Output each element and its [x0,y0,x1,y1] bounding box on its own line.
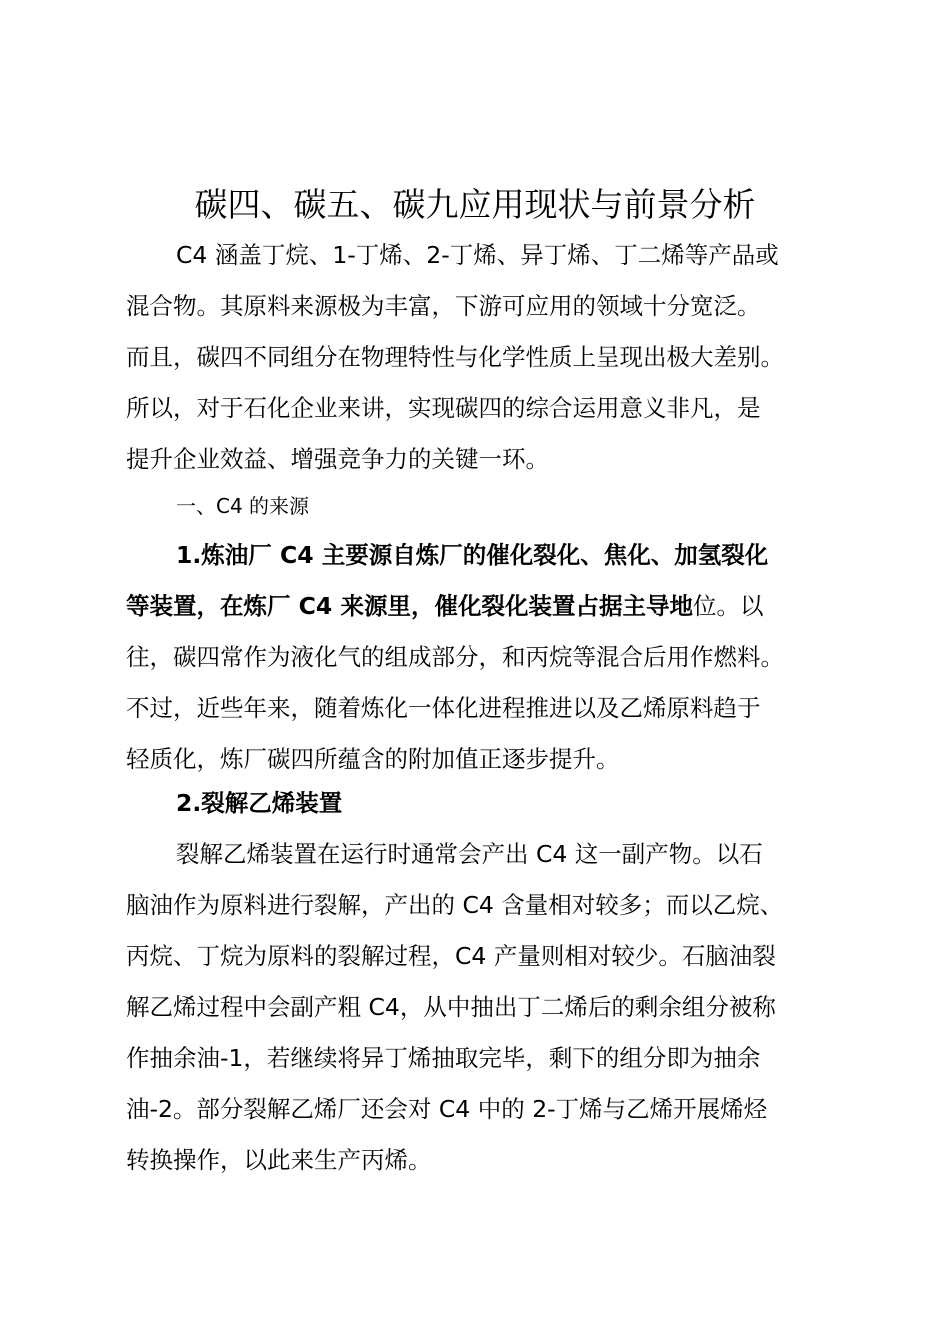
section1-heading: 一、C4 的来源 [176,494,310,518]
section1-heading-block [126,481,838,532]
sub1-bold-line: 1.炼油厂 C4 主要源自炼厂的催化裂化、焦化、加氢裂化 [176,541,769,569]
sub2-line: 油-2。部分裂解乙烯厂还会对 C4 中的 2-丁烯与乙烯开展烯烃 [126,1095,768,1123]
sub1-paragraph [126,530,838,785]
sub2-line: 脑油作为原料进行裂解，产出的 C4 含量相对较多；而以乙烷、 [126,891,784,919]
sub1-line: 轻质化，炼厂碳四所蕴含的附加值正逐步提升。 [126,745,620,773]
intro-line: C4 涵盖丁烷、1-丁烯、2-丁烯、异丁烯、丁二烯等产品或 [176,241,779,269]
intro-line: 而且，碳四不同组分在物理特性与化学性质上呈现出极大差别。 [126,343,784,371]
document-title: 碳四、碳五、碳九应用现状与前景分析 [194,185,756,224]
sub1-bold-segment: 等装置，在炼厂 C4 来源里，催化裂化装置占据主导地 [126,592,693,620]
sub2-line: 丙烷、丁烷为原料的裂解过程，C4 产量则相对较少。石脑油裂 [126,942,776,970]
sub1-line: 往，碳四常作为液化气的组成部分，和丙烷等混合后用作燃料。 [126,643,784,671]
sub2-line: 作抽余油-1，若继续将异丁烯抽取完毕，剩下的组分即为抽余 [126,1044,761,1072]
sub2-line: 裂解乙烯装置在运行时通常会产出 C4 这一副产物。以石 [176,840,763,868]
intro-line: 所以，对于石化企业来讲，实现碳四的综合运用意义非凡，是 [126,394,761,422]
intro-paragraph [126,230,838,485]
intro-line: 提升企业效益、增强竞争力的关键一环。 [126,445,549,473]
intro-line: 混合物。其原料来源极为丰富，下游可应用的领域十分宽泛。 [126,292,761,320]
sub2-heading: 2.裂解乙烯装置 [176,789,343,817]
sub2-paragraph [126,829,838,1186]
sub1-line: 不过，近些年来，随着炼化一体化进程推进以及乙烯原料趋于 [126,694,761,722]
sub1-mixed-line [126,581,838,632]
sub2-heading-block [126,778,838,829]
sub1-normal-segment: 位。以 [692,592,764,620]
sub2-line: 解乙烯过程中会副产粗 C4，从中抽出丁二烯后的剩余组分被称 [126,993,776,1021]
sub2-line: 转换操作，以此来生产丙烯。 [126,1146,432,1174]
